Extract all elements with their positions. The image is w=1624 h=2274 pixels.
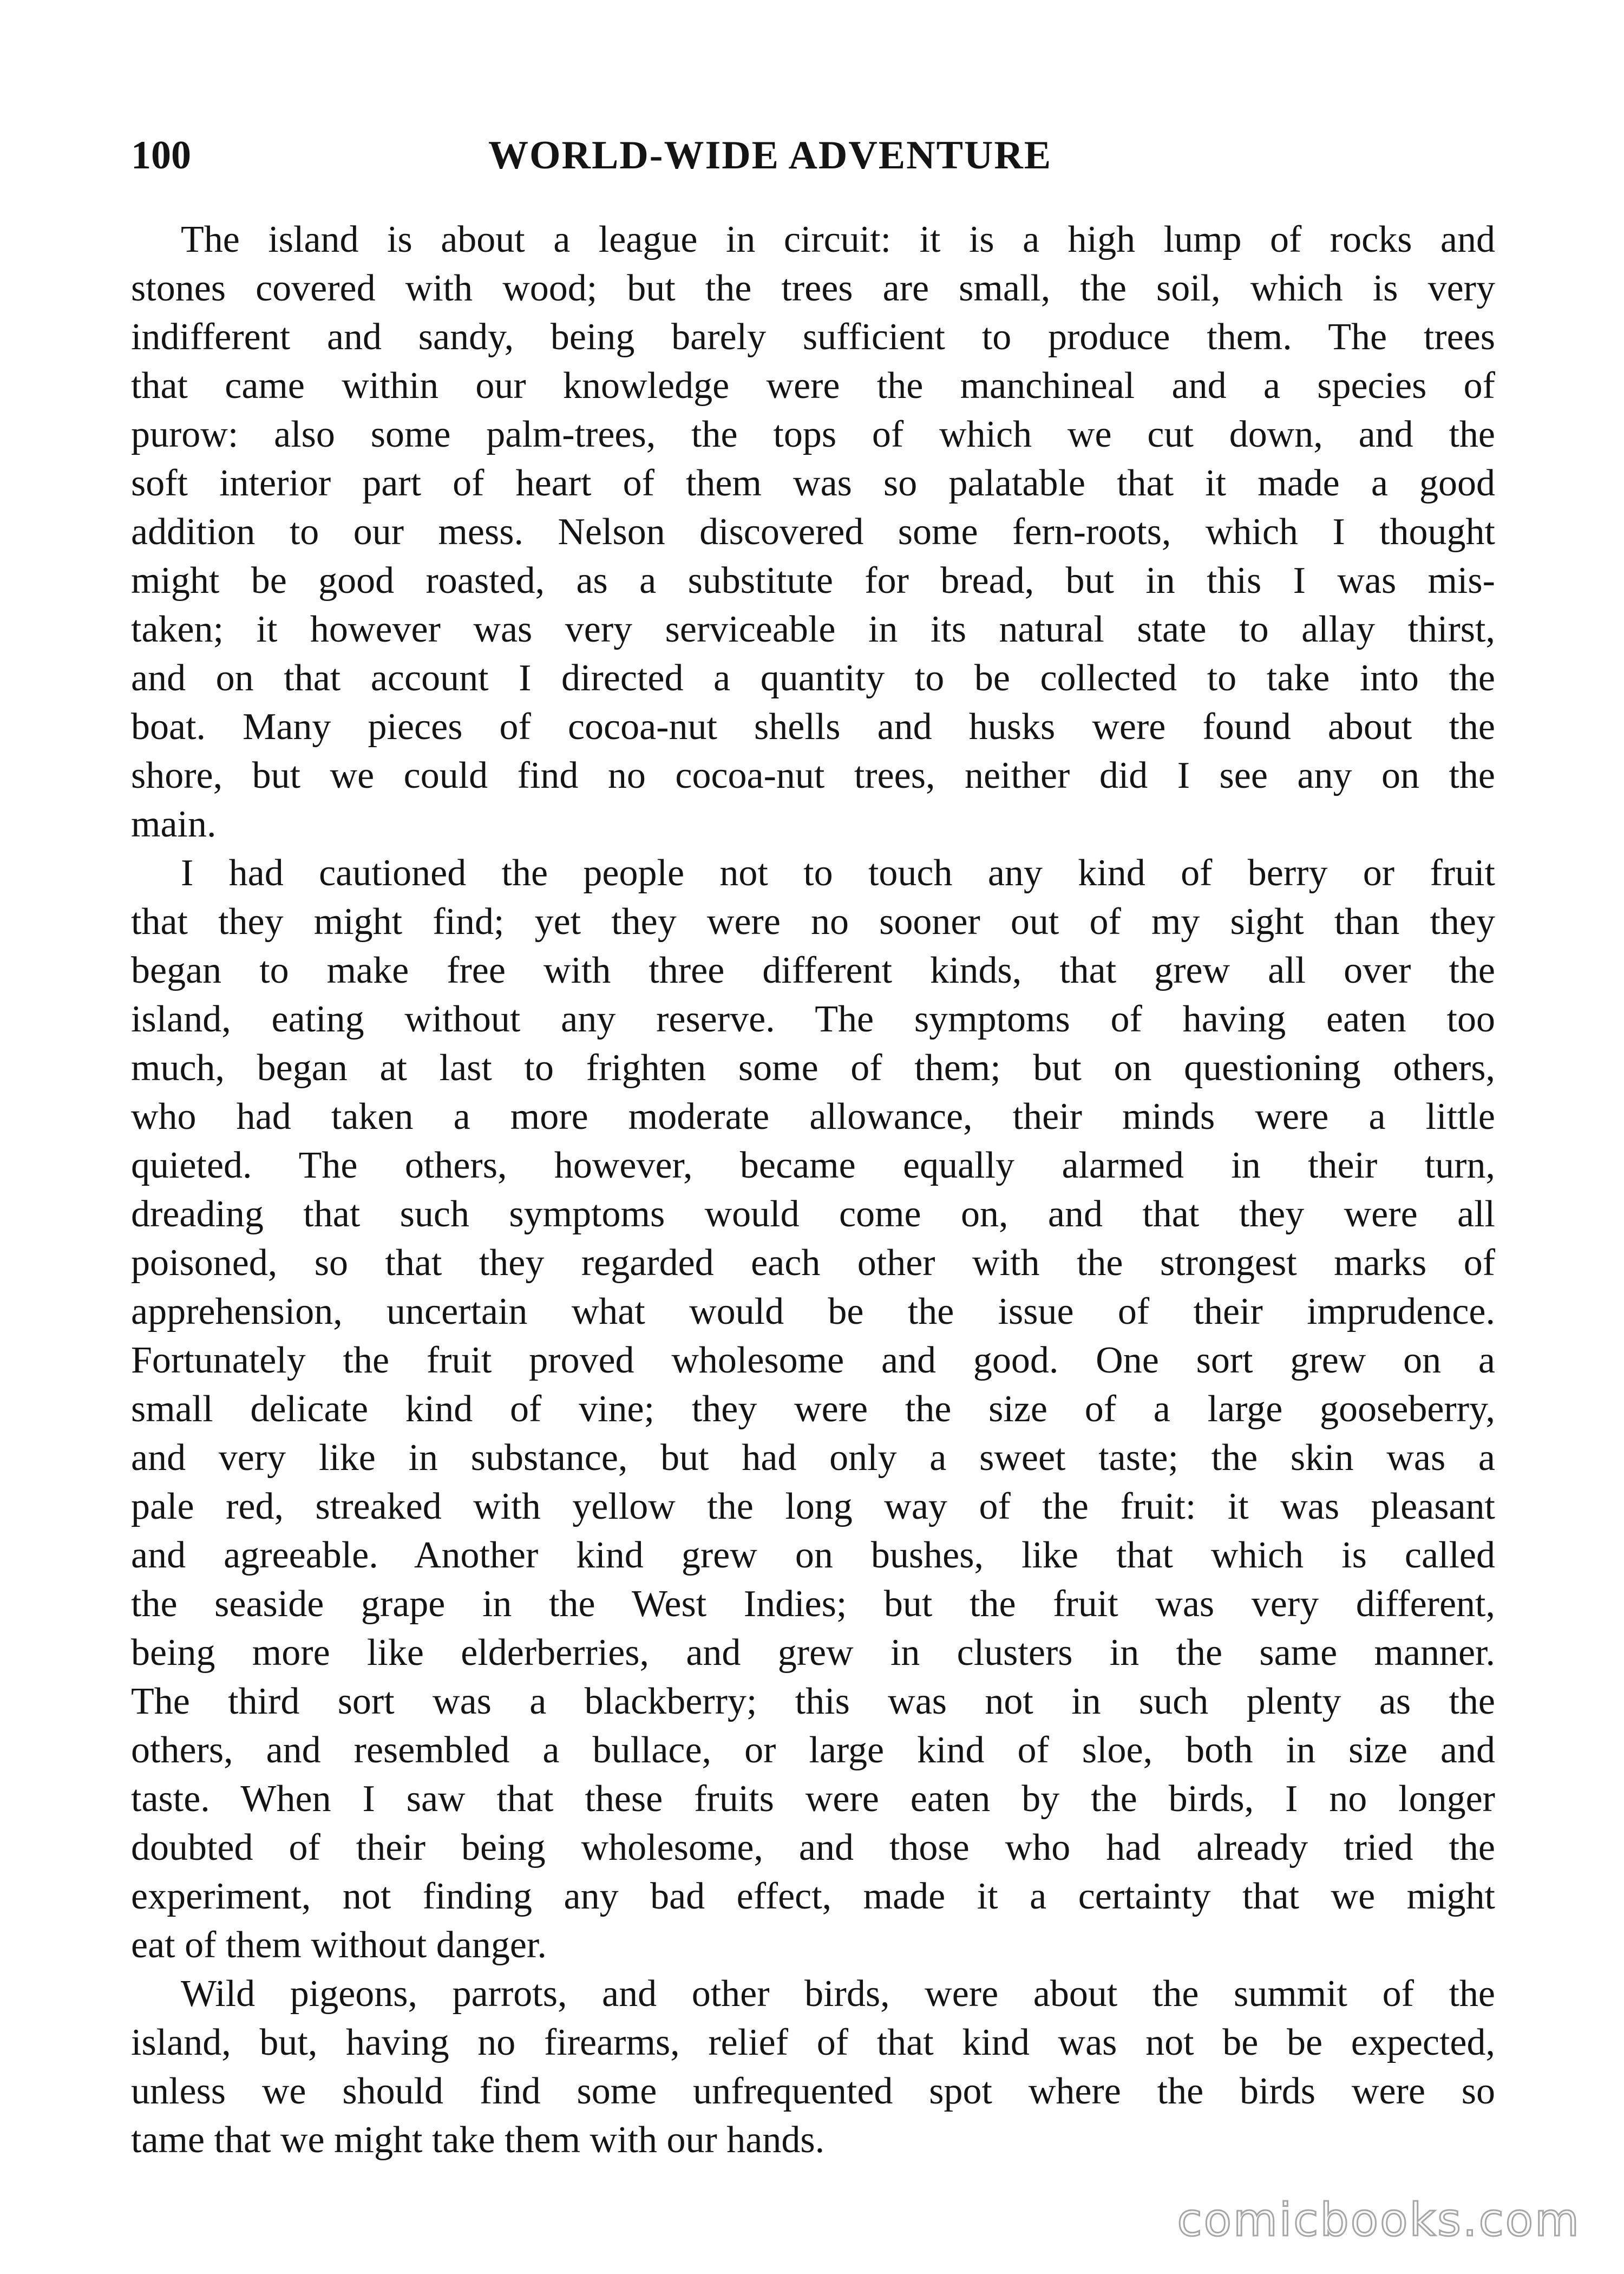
text-line: quieted. The others, however, became equally alarmed in their turn,	[131, 1145, 1495, 1186]
text-line: indifferent and sandy, being barely sufficient to produce them. The trees	[131, 316, 1495, 358]
text-line: shore, but we could find no cocoa-nut trees, neither did I see any on the	[131, 755, 1495, 796]
text-line: that they might find; yet they were no sooner out of my sight than they	[131, 901, 1495, 943]
text-line: small delicate kind of vine; they were the size of a large gooseberry,	[131, 1388, 1495, 1430]
text-line: island, eating without any reserve. The symptoms of having eaten too	[131, 998, 1495, 1040]
watermark: comicbooks.com	[1177, 2193, 1581, 2246]
running-head	[131, 126, 1495, 185]
text-line: eat of them without danger.	[131, 1924, 547, 1966]
text-line: addition to our mess. Nelson discovered some fern-roots, which I thought	[131, 511, 1495, 553]
text-line: unless we should find some unfrequented spot where the birds were so	[131, 2070, 1495, 2112]
text-line: the seaside grape in the West Indies; but the fruit was very different,	[131, 1583, 1495, 1625]
text-line: who had taken a more moderate allowance, their minds were a little	[131, 1096, 1495, 1138]
text-line: might be good roasted, as a substitute for bread, but in this I was mis-	[131, 560, 1495, 602]
text-line: and very like in substance, but had only a sweet taste; the skin was a	[131, 1437, 1495, 1479]
text-line: taste. When I saw that these fruits were eaten by the birds, I no longer	[131, 1778, 1495, 1820]
body-text	[131, 215, 1495, 2165]
text-line: dreading that such symptoms would come on, and that they were all	[131, 1193, 1495, 1235]
running-title: WORLD-WIDE ADVENTURE	[488, 133, 1052, 178]
text-line: poisoned, so that they regarded each other with the strongest marks of	[131, 1242, 1495, 1284]
text-line: began to make free with three different kinds, that grew all over the	[131, 950, 1495, 991]
text-line: and on that account I directed a quantity to be collected to take into the	[131, 657, 1495, 699]
text-line: I had cautioned the people not to touch any kind of berry or fruit	[181, 852, 1495, 894]
text-line: being more like elderberries, and grew in clusters in the same manner.	[131, 1632, 1495, 1674]
page-number: 100	[131, 133, 191, 178]
text-line: that came within our knowledge were the manchineal and a species of	[131, 365, 1495, 407]
text-line: tame that we might take them with our hands.	[131, 2119, 825, 2161]
text-line: island, but, having no firearms, relief of that kind was not be be expected,	[131, 2022, 1495, 2063]
text-line: others, and resembled a bullace, or large kind of sloe, both in size and	[131, 1729, 1495, 1771]
text-line: The third sort was a blackberry; this was not in such plenty as the	[131, 1681, 1495, 1722]
text-line: taken; it however was very serviceable in its natural state to allay thirst,	[131, 609, 1495, 650]
text-line: soft interior part of heart of them was so palatable that it made a good	[131, 462, 1495, 504]
text-line: stones covered with wood; but the trees are small, the soil, which is very	[131, 267, 1495, 309]
text-line: The island is about a league in circuit: it is a high lump of rocks and	[181, 219, 1495, 260]
text-line: and agreeable. Another kind grew on bushes, like that which is called	[131, 1534, 1495, 1576]
text-line: doubted of their being wholesome, and those who had already tried the	[131, 1827, 1495, 1868]
text-line: Fortunately the fruit proved wholesome and good. One sort grew on a	[131, 1339, 1495, 1381]
text-line: apprehension, uncertain what would be the issue of their imprudence.	[131, 1291, 1495, 1332]
text-line: purow: also some palm-trees, the tops of which we cut down, and the	[131, 414, 1495, 455]
text-line: Wild pigeons, parrots, and other birds, were about the summit of the	[181, 1973, 1495, 2015]
text-line: experiment, not finding any bad effect, made it a certainty that we might	[131, 1876, 1495, 1917]
text-line: much, began at last to frighten some of them; but on questioning others,	[131, 1047, 1495, 1089]
text-line: boat. Many pieces of cocoa-nut shells and husks were found about the	[131, 706, 1495, 748]
text-line: pale red, streaked with yellow the long way of the fruit: it was pleasant	[131, 1486, 1495, 1527]
text-line: main.	[131, 803, 217, 845]
